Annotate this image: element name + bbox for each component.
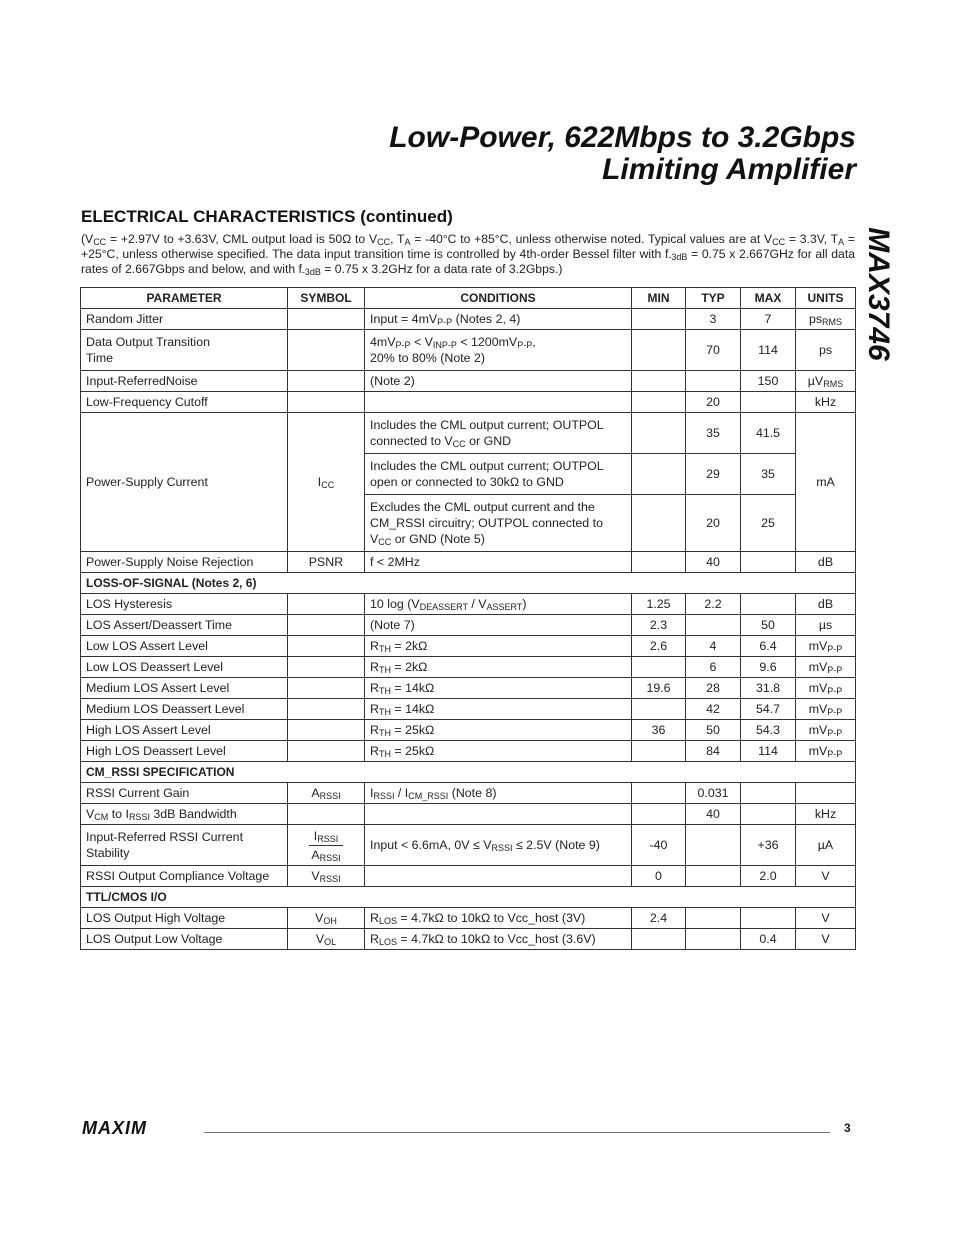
col-max: MAX: [741, 288, 796, 309]
electrical-characteristics-table: [80, 287, 856, 950]
section-row-rssi: CM_RSSI SPECIFICATION: [81, 762, 856, 783]
table-row: Power-Supply Current $I_{CC}$ Includes the CML output current; OUTPOL connected to $V_{CC}$ or GND 35 41.5 mA: [81, 413, 856, 454]
table-row: Includes the CML output current; OUTPOL open or connected to 30kΩ to GND 29 35: [81, 454, 856, 495]
col-conditions: CONDITIONS: [365, 288, 632, 309]
table-row: Low LOS Deassert Level $R_{TH} = 2k\Omega$ 6 9.6 $mV_{P-P}$: [81, 657, 856, 678]
table-row: High LOS Assert Level $R_{TH} = 25k\Omega$ 36 50 54.3 $mV_{P-P}$: [81, 720, 856, 741]
section-row-los: LOSS-OF-SIGNAL (Notes 2, 6): [81, 573, 856, 594]
table-row: LOS Output High Voltage $V_{OH}$ $R_{LOS} = 4.7k\Omega$ to 10kΩ to Vcc_host (3V) 2.4 V: [81, 908, 856, 929]
table-row: Excludes the CML output current and the CM_RSSI circuitry; OUTPOL connected to $V_{CC}$ or GND (Note 5) 20 25: [81, 495, 856, 552]
table-row: Low LOS Assert Level $R_{TH} = 2k\Omega$ 2.6 4 6.4 $mV_{P-P}$: [81, 636, 856, 657]
table-row: Input-ReferredNoise (Note 2) 150 µV$_{RMS}$: [81, 371, 856, 392]
maxim-logo: [82, 1119, 192, 1137]
table-row: Input-Referred RSSI Current Stability $\frac{I_{RSSI}}{A_{RSSI}}$ Input < 6.6mA, $0V \le V_{RSSI} \le 2.5V$ (Note 9) -40 +36 µA: [81, 825, 856, 866]
page-title: [389, 122, 856, 186]
table-row: RSSI Output Compliance Voltage $V_{RSSI}$ 0 2.0 V: [81, 866, 856, 887]
section-row-ttl: TTL/CMOS I/O: [81, 887, 856, 908]
table-row: Medium LOS Deassert Level $R_{TH} = 14k\Omega$ 42 54.7 $mV_{P-P}$: [81, 699, 856, 720]
title-line-2: Limiting Amplifier: [602, 153, 856, 186]
table-row: $V_{CM}$ to $I_{RSSI}$ 3dB Bandwidth 40 kHz: [81, 804, 856, 825]
table-header-row: [81, 288, 856, 309]
col-symbol: SYMBOL: [288, 288, 365, 309]
table-row: High LOS Deassert Level $R_{TH} = 25k\Omega$ 84 114 $mV_{P-P}$: [81, 741, 856, 762]
rssi-stability-fraction: $\frac{I_{RSSI}}{A_{RSSI}}$: [311, 828, 341, 863]
conditions-paragraph: ($V_{CC} = +2.97V$ to +3.63V, CML output load is 50Ω to $V_{CC}$, $T_A = -40^\circ C$ to +85°C, unless otherwise noted. Typical values are at $V_{CC} = 3.3V$, $T_A = +25^\circ C$, unless otherwise specified. The data input transition time is controlled by 4th-order Bessel filter with $f_{-3dB} = 0.75$ x 2.667GHz for all data rates of 2.667Gbps and below, and with $f_{-3dB} = 0.75$ x 3.2GHz for a data rate of 3.2Gbps.): [81, 232, 856, 277]
footer-rule: [204, 1132, 830, 1133]
col-units: UNITS: [796, 288, 856, 309]
table-row: Low-Frequency Cutoff 20 kHz: [81, 392, 856, 413]
page-number: 3: [844, 1121, 851, 1135]
side-part-number: MAX3746: [862, 227, 895, 361]
svg-text:MAXIM: MAXIM: [82, 1119, 147, 1137]
table-row: Power-Supply Noise Rejection PSNR f < 2MHz 40 dB: [81, 552, 856, 573]
table-row: RSSI Current Gain $A_{RSSI}$ $I_{RSSI} / I_{CM\_RSSI}$ (Note 8) 0.031: [81, 783, 856, 804]
table-row: LOS Output Low Voltage $V_{OL}$ $R_{LOS} = 4.7k\Omega$ to 10kΩ to Vcc_host (3.6V) 0.4 V: [81, 929, 856, 950]
col-min: MIN: [632, 288, 686, 309]
table-row: LOS Hysteresis 10 $\log (V_{DEASSERT} / V_{ASSERT})$ 1.25 2.2 dB: [81, 594, 856, 615]
table-row: Random Jitter Input = $4mV_{P-P}$ (Notes 2, 4) 3 7 $ps_{RMS}$: [81, 309, 856, 330]
table-row: Data Output Transition Time $4mV_{P-P} < V_{INP-P} < 1200mV_{P-P}$, 20% to 80% (Note 2) 70 114 ps: [81, 330, 856, 371]
title-line-1: Low-Power, 622Mbps to 3.2Gbps: [389, 121, 856, 154]
section-title: ELECTRICAL CHARACTERISTICS (continued): [81, 207, 453, 226]
col-parameter: PARAMETER: [81, 288, 288, 309]
table-row: LOS Assert/Deassert Time (Note 7) 2.3 50 µs: [81, 615, 856, 636]
col-typ: TYP: [686, 288, 741, 309]
table-row: Medium LOS Assert Level $R_{TH} = 14k\Omega$ 19.6 28 31.8 $mV_{P-P}$: [81, 678, 856, 699]
